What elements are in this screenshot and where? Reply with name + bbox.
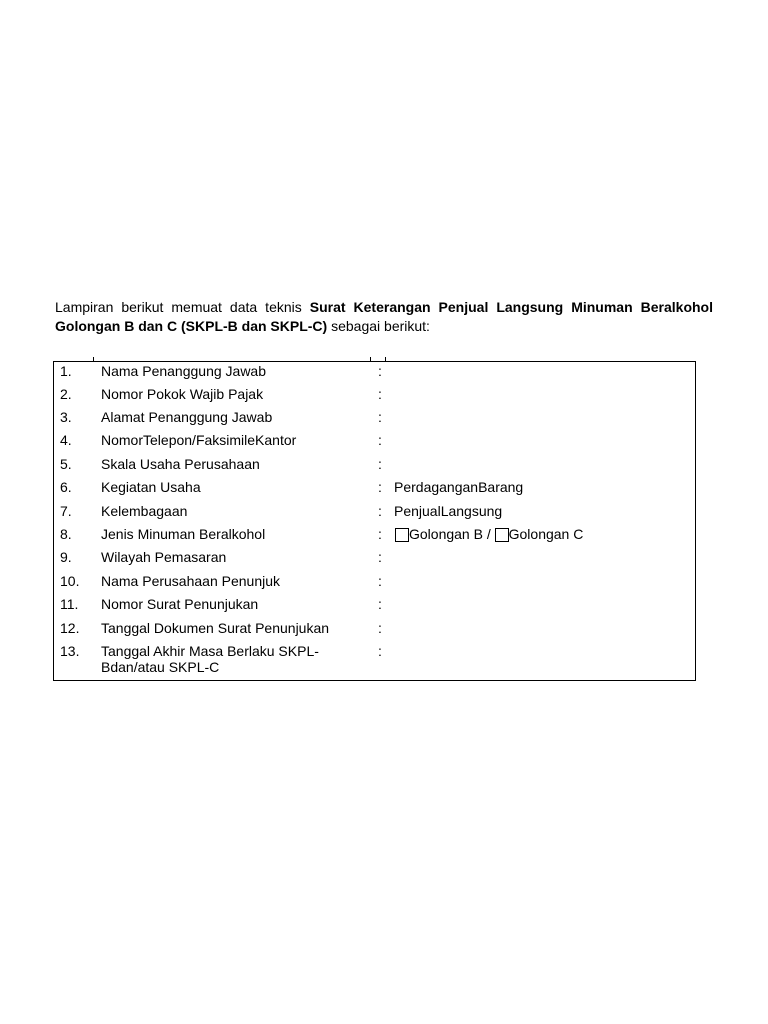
golongan-b-label: Golongan B / bbox=[409, 526, 491, 542]
row-colon: : bbox=[378, 549, 382, 565]
row-label: Nomor Surat Penunjukan bbox=[101, 596, 259, 612]
row-label: Wilayah Pemasaran bbox=[101, 549, 227, 565]
row-colon: : bbox=[378, 643, 382, 659]
row-label: Nama Penanggung Jawab bbox=[101, 363, 267, 379]
row-number: 12. bbox=[60, 620, 80, 636]
row-label: Tanggal Akhir Masa Berlaku SKPL-Bdan/atau SKPL-C bbox=[101, 643, 319, 675]
row-colon: : bbox=[378, 620, 382, 636]
row-number: 3. bbox=[60, 409, 72, 425]
row-number: 4. bbox=[60, 432, 72, 448]
row-number: 10. bbox=[60, 573, 80, 589]
row-number: 1. bbox=[60, 363, 72, 379]
row-label: Skala Usaha Perusahaan bbox=[101, 456, 260, 472]
row-label: Nama Perusahaan Penunjuk bbox=[101, 573, 281, 589]
row-colon: : bbox=[378, 386, 382, 402]
row-number: 5. bbox=[60, 456, 72, 472]
intro-paragraph bbox=[55, 298, 713, 336]
row-number: 6. bbox=[60, 479, 72, 495]
row-colon: : bbox=[378, 526, 382, 542]
row-colon: : bbox=[378, 596, 382, 612]
row-number: 9. bbox=[60, 549, 72, 565]
row-number: 13. bbox=[60, 643, 80, 659]
golongan-options bbox=[395, 526, 583, 542]
kegiatan-usaha-value: PerdaganganBarang bbox=[394, 479, 524, 495]
row-colon: : bbox=[378, 363, 382, 379]
row-number: 8. bbox=[60, 526, 72, 542]
golongan-c-checkbox[interactable] bbox=[495, 528, 509, 542]
row-colon: : bbox=[378, 479, 382, 495]
intro-bold-title: Surat Keterangan Penjual Langsung Minuman Beralkohol Golongan B dan C (SKPL-B dan SKPL-C) bbox=[55, 299, 713, 334]
golongan-c-label: Golongan C bbox=[508, 526, 584, 542]
technical-data-table bbox=[53, 361, 696, 681]
row-label: Kelembagaan bbox=[101, 503, 188, 519]
kelembagaan-value: PenjualLangsung bbox=[394, 503, 503, 519]
row-label: Nomor Pokok Wajib Pajak bbox=[101, 386, 264, 402]
row-colon: : bbox=[378, 503, 382, 519]
row-label: Kegiatan Usaha bbox=[101, 479, 201, 495]
row-label: Jenis Minuman Beralkohol bbox=[101, 526, 266, 542]
intro-text-before: Lampiran berikut memuat data teknis bbox=[55, 299, 310, 315]
row-label: Alamat Penanggung Jawab bbox=[101, 409, 273, 425]
intro-text-after: sebagai berikut: bbox=[327, 318, 430, 334]
row-colon: : bbox=[378, 573, 382, 589]
row-colon: : bbox=[378, 409, 382, 425]
row-colon: : bbox=[378, 432, 382, 448]
row-number: 11. bbox=[60, 596, 79, 612]
row-label: Tanggal Dokumen Surat Penunjukan bbox=[101, 620, 330, 636]
row-number: 7. bbox=[60, 503, 72, 519]
row-colon: : bbox=[378, 456, 382, 472]
row-number: 2. bbox=[60, 386, 72, 402]
row-label: NomorTelepon/FaksimileKantor bbox=[101, 432, 297, 448]
golongan-b-checkbox[interactable] bbox=[395, 528, 409, 542]
